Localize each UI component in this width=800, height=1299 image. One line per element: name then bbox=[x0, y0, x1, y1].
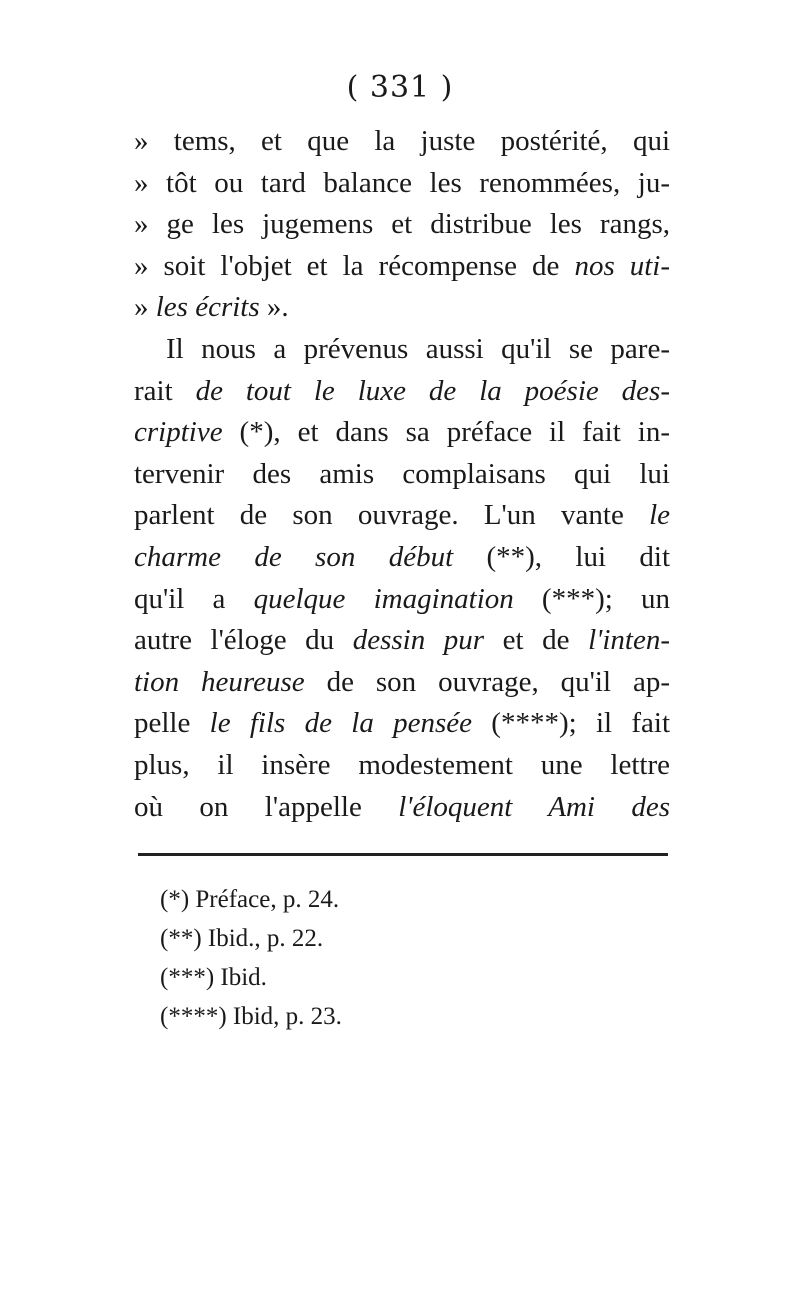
text-line: » tôt ou tard balance les renommées, ju- bbox=[134, 166, 670, 199]
footnote-divider bbox=[138, 853, 668, 856]
text-line: parlent de son ouvrage. L'un vante le bbox=[134, 499, 670, 532]
page-number: ( 331 ) bbox=[346, 70, 454, 105]
text-line: autre l'éloge du dessin pur et de l'inten- bbox=[134, 624, 670, 657]
footnote: (****) Ibid, p. 23. bbox=[160, 1003, 342, 1030]
text-line: criptive (*), et dans sa préface il fait in- bbox=[134, 416, 670, 449]
text-line: Il nous a prévenus aussi qu'il se pare- bbox=[166, 332, 670, 365]
text-line: » ge les jugemens et distribue les rangs, bbox=[134, 208, 670, 241]
text-line: rait de tout le luxe de la poésie des- bbox=[134, 374, 670, 407]
text-line: » soit l'objet et la récompense de nos uti- bbox=[134, 249, 671, 282]
text-line: qu'il a quelque imagination (***); un bbox=[134, 582, 670, 615]
text-line: » les écrits ». bbox=[134, 291, 289, 324]
text-line: » tems, et que la juste postérité, qui bbox=[134, 125, 670, 157]
footnotes bbox=[160, 880, 342, 1036]
footnote: (***) Ibid. bbox=[160, 964, 267, 991]
text-line: plus, il insère modestement une lettre bbox=[134, 748, 670, 781]
footnote: (**) Ibid., p. 22. bbox=[160, 925, 324, 952]
text-line: où on l'appelle l'éloquent Ami des bbox=[134, 790, 671, 823]
text-line: pelle le fils de la pensée (****); il fait bbox=[134, 707, 670, 740]
text-line: tervenir des amis complaisans qui lui bbox=[134, 457, 670, 490]
body-text bbox=[134, 121, 670, 828]
text-line: charme de son début (**), lui dit bbox=[134, 540, 671, 573]
footnote: (*) Préface, p. 24. bbox=[160, 886, 340, 913]
text-line: tion heureuse de son ouvrage, qu'il ap- bbox=[134, 665, 670, 698]
